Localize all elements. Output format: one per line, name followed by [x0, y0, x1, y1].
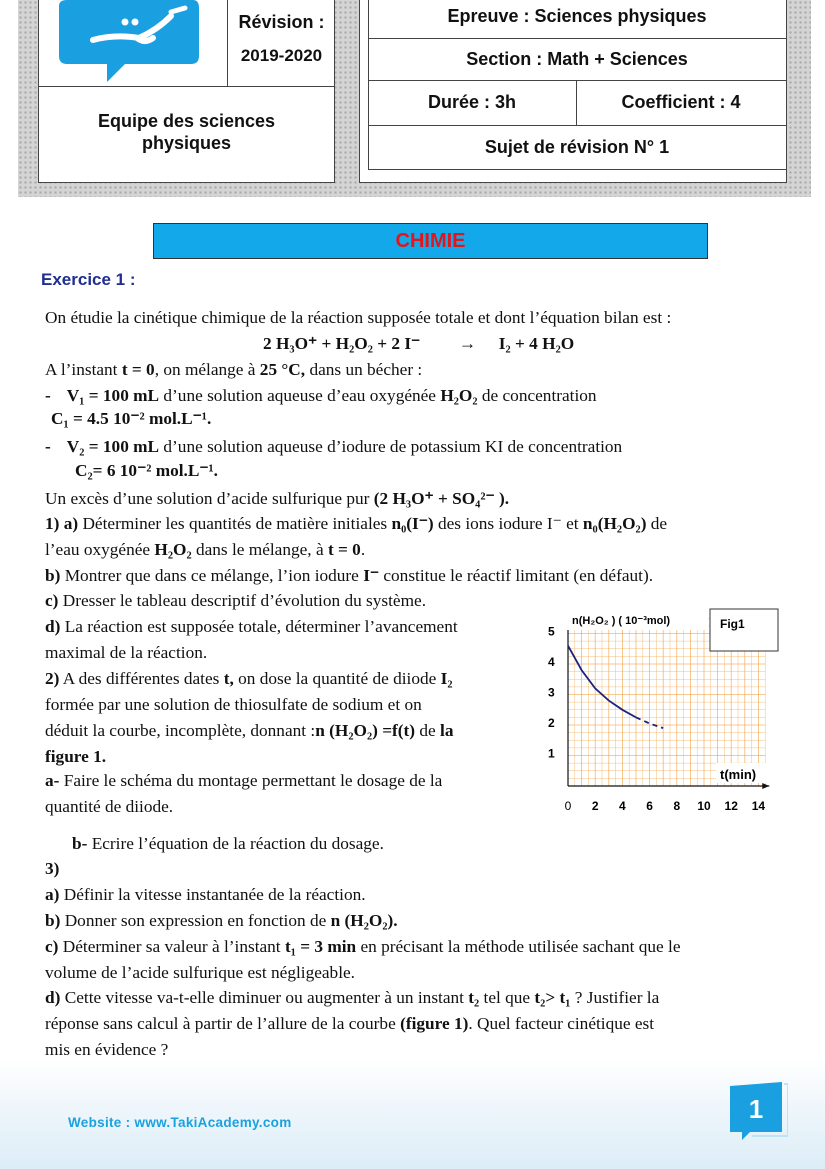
exam-coefficient: Coefficient : 4	[621, 92, 741, 112]
question-1b: b) Montrer que dans ce mélange, l’ion iodure I⁻ constitue le réactif limitant (en défaut).	[45, 566, 654, 585]
x-tick-label: 12	[724, 799, 738, 813]
exam-subject: Epreuve : Sciences physiques	[447, 6, 707, 26]
question-1c: c) Dresser le tableau descriptif d’évolution du système.	[45, 591, 427, 610]
figure-1-chart	[530, 606, 780, 816]
c1-value: C₁ = 4.5 10⁻² mol.L⁻¹.	[51, 409, 212, 428]
v1-line: - V₁ = 100 mL d’une solution aqueuse d’eau oxygénée H₂O₂ de concentration	[45, 386, 597, 405]
header-left-box	[38, 0, 335, 183]
question-2a: a- Faire le schéma du montage permettant le dosage de la	[45, 771, 443, 790]
reaction-equation: 2 H₃O⁺ + H₂O₂ + 2 I⁻ → I₂ + 4 H₂O	[263, 334, 575, 353]
x-tick-label: 6	[646, 799, 653, 813]
x-tick-label: 14	[751, 799, 766, 813]
x-tick-label: 0	[564, 799, 572, 813]
fig-label: Fig1	[720, 617, 745, 631]
y-tick-label: 1	[548, 746, 555, 761]
arrow-icon: →	[458, 334, 477, 353]
y-tick-label: 2	[548, 716, 555, 730]
question-3d-line2: réponse sans calcul à partir de l’allure de la courbe (figure 1). Quel facteur cinétique est	[45, 1014, 655, 1033]
revision-year: 2019-2020	[240, 46, 323, 65]
x-tick-label: 10	[697, 799, 711, 813]
x-tick-label: 8	[673, 799, 681, 813]
question-1a-line2: l’eau oxygénée H₂O₂ dans le mélange, à t = 0.	[45, 540, 366, 559]
question-3: 3)	[45, 859, 60, 878]
question-2-line4: figure 1.	[45, 747, 107, 766]
team-name: Equipe des sciences physiques	[97, 111, 276, 153]
header-right-box	[359, 0, 787, 183]
y-tick-label: 5	[548, 624, 555, 639]
question-1d: d) La réaction est supposée totale, déterminer l’avancement	[45, 617, 458, 636]
page-number-badge	[728, 1082, 788, 1142]
revision-label: Révision :	[238, 12, 325, 32]
exercise-title: Exercice 1 :	[41, 270, 136, 289]
page-number: 1	[748, 1094, 764, 1124]
question-1d-line2: maximal de la réaction.	[45, 643, 208, 662]
taki-academy-logo-icon	[53, 0, 201, 84]
x-tick-label: 4	[619, 799, 626, 813]
question-3a: a) Définir la vitesse instantanée de la réaction.	[45, 885, 366, 904]
y-tick-label: 4	[548, 655, 555, 669]
question-3b: b) Donner son expression en fonction de n (H₂O₂).	[45, 911, 398, 930]
question-3d: d) Cette vitesse va-t-elle diminuer ou augmenter à un instant t₂ tel que t₂> t₁ ? Justifier la	[45, 988, 660, 1007]
x-axis-arrow-icon	[762, 783, 769, 789]
question-3c-line2: volume de l’acide sulfurique est négligeable.	[45, 963, 355, 982]
x-tick-label: 2	[591, 799, 599, 813]
question-2a-line2: quantité de diiode.	[45, 797, 174, 816]
instant-line: A l’instant t = 0, on mélange à 25 °C, dans un bécher :	[45, 360, 423, 379]
exam-topic: Sujet de révision N° 1	[484, 137, 670, 157]
chart-ylabel: n(H₂O₂ ) ( 10⁻³mol)	[572, 615, 671, 627]
excess-line: Un excès d’une solution d’acide sulfurique pur (2 H₃O⁺ + SO₄²⁻ ).	[45, 489, 510, 508]
question-3d-line3: mis en évidence ?	[45, 1040, 169, 1059]
y-tick-label: 3	[548, 685, 555, 700]
v2-line: - V₂ = 100 mL d’une solution aqueuse d’iodure de potassium KI de concentration	[45, 437, 623, 456]
section-title: CHIMIE	[153, 223, 708, 259]
exam-section: Section : Math + Sciences	[466, 49, 688, 69]
intro-text: On étudie la cinétique chimique de la réaction supposée totale et dont l’équation bilan est :	[45, 308, 672, 327]
c2-value: C₂= 6 10⁻² mol.L⁻¹.	[75, 461, 219, 480]
chart-xlabel: t(min)	[720, 767, 757, 782]
question-2: 2) A des différentes dates t, on dose la quantité de diiode I₂	[45, 669, 453, 688]
question-3c: c) Déterminer sa valeur à l’instant t₁ = 3 min en précisant la méthode utilisée sachant que le	[45, 937, 681, 956]
question-2b: b- Ecrire l’équation de la réaction du dosage.	[72, 834, 384, 853]
question-2-line2: formée par une solution de thiosulfate de sodium et on	[45, 695, 422, 714]
website-link[interactable]: Website : www.TakiAcademy.com	[68, 1115, 292, 1130]
question-2-line3: déduit la courbe, incomplète, donnant :n (H₂O₂) =f(t) de la	[45, 721, 454, 740]
exam-duration: Durée : 3h	[427, 92, 517, 112]
question-1a: 1) a) Déterminer les quantités de matière initiales n₀(I⁻) des ions iodure I⁻ et n₀(H₂O₂) de	[45, 514, 668, 533]
